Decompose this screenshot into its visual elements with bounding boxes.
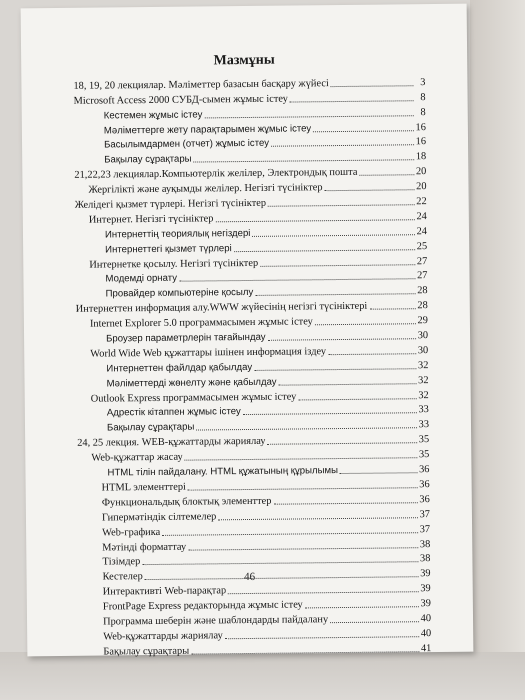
toc-entry-page: 32 [418,389,429,401]
toc-entry-page: 33 [418,419,430,431]
toc-dot-leader [142,562,418,566]
toc-dot-leader [273,502,417,505]
toc-dot-leader [225,636,419,639]
toc-dot-leader [328,353,416,355]
toc-entry-title: 24, 25 лекция. WEB-құжаттарды жариялау [77,436,266,450]
toc-dot-leader [260,264,415,267]
toc-dot-leader [331,85,414,87]
toc-entry-page: 25 [416,240,428,252]
toc-dot-leader [191,651,419,654]
toc-entry-title: HTML тілін пайдалану. HTML құжатының құрылымы [107,465,339,479]
toc-entry-page: 36 [419,493,430,506]
toc-entry-title: Интернеттің теориялық негіздері [104,227,251,241]
toc-dot-leader [325,189,415,191]
toc-entry-title: 21,22,23 лекциялар.Компьютерлік желілер, Электрондық пошта [74,167,358,182]
toc-entry-title: Мәліметтерге жету парақтарымен жұмыс істеу [103,122,312,137]
toc-entry-page: 30 [417,330,429,342]
toc-entry-page: 20 [415,166,427,178]
toc-dot-leader [252,234,414,237]
toc-entry-title: 18, 19, 20 лекциялар. Мәліметтер базасын басқару жүйесі [73,78,329,92]
toc-dot-leader [255,294,415,297]
toc-entry-page: 36 [419,464,430,476]
toc-dot-leader [218,517,417,520]
toc-dot-leader [279,383,417,385]
toc-entry-title: Интернетке қосылу. Негізгі түсініктер [89,257,259,271]
toc-dot-leader [340,472,417,474]
toc-entry-page: 39 [420,568,431,580]
toc-entry-page: 39 [420,598,431,610]
toc-dot-leader [359,174,414,176]
toc-entry-page: 37 [419,523,431,535]
toc-dot-leader [162,532,417,536]
toc-entry-page: 20 [416,181,427,193]
toc-entry-page: 32 [418,374,429,386]
toc-entry-page: 16 [415,136,427,148]
toc-entry-title: Желідегі қызмет түрлері. Негізгі түсініктер [74,197,267,211]
toc-entry-page: 32 [417,359,429,372]
toc-entry-title: Интерактивті Web-парақтар [102,585,227,598]
toc-entry-page: 40 [420,613,432,625]
toc-dot-leader [268,338,416,341]
toc-entry-page: 8 [420,106,426,118]
toc-dot-leader [179,279,415,282]
toc-dot-leader [188,487,417,490]
toc-dot-leader [330,621,419,623]
toc-entry-page: 22 [416,196,427,208]
toc-entry-title: Internet Explorer 5.0 программасымен жұмыс істеу [89,316,313,330]
toc-dot-leader [305,606,419,608]
toc-entry-title: Бақылау сұрақтары [103,645,190,658]
toc-dot-leader [243,413,417,416]
toc-entry-page: 28 [417,285,428,297]
toc-entry-page: 8 [420,91,426,103]
page-title: Мазмұны [213,52,275,69]
toc-entry-page: 16 [415,121,426,133]
toc-dot-leader [215,219,414,222]
toc-entry-page: 40 [420,627,432,640]
toc-dot-leader [369,308,415,309]
toc-entry-title: World Wide Web құжаттары ішінен информация іздеу [90,346,327,360]
table-surface [0,652,525,700]
toc-entry-title: Гипермәтіндік сілтемелер [101,511,217,524]
toc-entry-page: 3 [420,77,426,89]
toc-entry-page: 37 [419,508,430,520]
toc-entry-title: Программа шеберін және шаблондарды пайдалану [102,614,329,628]
toc-entry-title: Адрестік кітаппен жұмыс істеу [106,406,241,419]
toc-entry-title: Бақылау сұрақтары [106,421,195,434]
toc-dot-leader [313,130,413,132]
toc-entry-title: FrontPage Express редакторында жұмыс істеу [102,599,303,613]
toc-entry-page: 36 [419,479,430,491]
toc-entry-page: 35 [418,434,430,446]
toc-entry-title: Интернеттен файлдар қабылдау [106,361,253,375]
toc-dot-leader [271,145,414,147]
toc-entry-page: 27 [416,270,428,282]
toc-entry-page: 41 [420,642,432,654]
toc-entry-title: Броузер параметрлерін тағайындау [106,331,266,345]
toc-dot-leader [194,160,414,163]
toc-entry-page: 39 [420,583,431,595]
toc-entry-page: 35 [418,449,430,461]
toc-dot-leader [268,442,417,445]
toc-entry-title: Web-құжаттарды жариялау [103,630,223,643]
toc-entry-title: Жергілікті және ауқымды желілер. Негізгі түсініктер [88,182,323,196]
toc-entry-page: 18 [415,151,427,163]
toc-dot-leader [196,428,416,431]
toc-dot-leader [204,115,413,118]
toc-dot-leader [228,591,418,594]
toc-entry-title: Мәтінді форматтау [102,541,187,554]
toc-entry-title: Web-құжаттар жасау [91,451,183,464]
toc-entry-title: Провайдер компьютеріне қосылу [105,287,254,300]
page-number: 46 [244,570,256,584]
toc-dot-leader [254,368,416,371]
toc-entry-page: 24 [416,211,427,223]
document-page [21,4,474,657]
toc-dot-leader [315,323,416,325]
toc-entry-page: 27 [416,255,428,267]
toc-entry-page: 24 [416,225,428,238]
toc-dot-leader [268,204,414,207]
toc-entry-title: Мәліметтерді жөнелту және қабылдау [106,376,277,390]
toc-entry-title: HTML элементтері [101,481,186,494]
background-surface [470,0,525,700]
toc-entry-title: Интернеттен информация алу.WWW жүйесінің негізгі түсініктері [75,300,368,316]
toc-entry-title: Бақылау сұрақтары [104,153,192,166]
toc-entry-title: Web-графика [102,526,161,539]
toc-entry-title: Кестелер [102,571,143,583]
toc-entry-title: Интернеттегі қызмет түрлері [105,242,232,256]
toc-entry-title: Интернет. Негізгі түсініктер [88,213,214,226]
toc-entry-page: 33 [418,404,429,416]
toc-entry-page: 30 [417,345,429,357]
toc-entry-title: Кестемен жұмыс істеу [103,109,203,122]
toc-entry-title: Функциональдық блоктық элементтер [101,495,272,509]
toc-dot-leader [188,547,418,550]
toc-dot-leader [185,457,417,460]
toc-entry-page: 38 [419,538,431,550]
toc-entry-title: Outlook Express программасымен жұмыс істеу [90,391,297,405]
toc-entry-page: 38 [419,553,431,565]
toc-entry-title: Тізімдер [102,556,141,568]
toc-dot-leader [234,249,415,252]
toc-entry-page: 28 [417,300,428,312]
toc-entry-title: Microsoft Access 2000 СУБД-сымен жұмыс істеу [73,93,288,107]
toc-dot-leader [298,398,416,400]
toc-entry-page: 29 [417,315,428,327]
toc-entry-title: Басылымдармен (отчет) жұмыс істеу [104,138,270,151]
toc-dot-leader [290,100,414,102]
toc-entry-title: Модемді орнату [105,273,178,285]
